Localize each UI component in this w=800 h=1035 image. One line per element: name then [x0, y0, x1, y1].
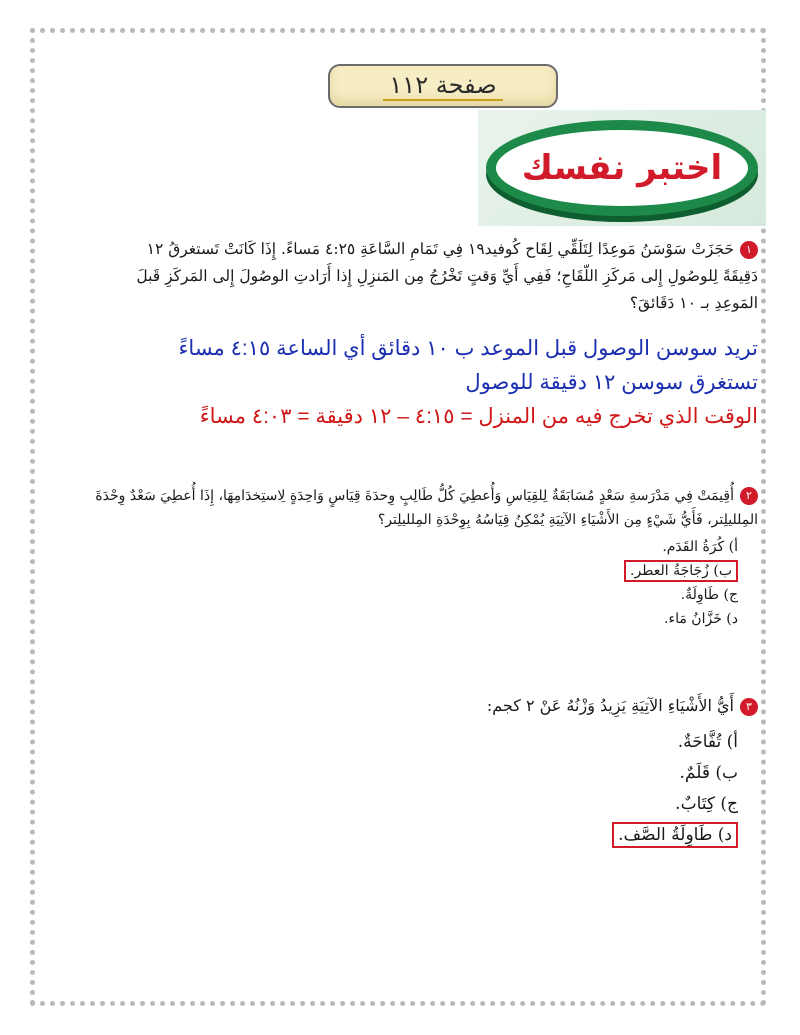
question-1 [118, 236, 758, 317]
question-1-text: حَجَزَتْ سَوْسَنُ مَوعِدًا لِتَلَقِّي لِقَاح كُوفيد١٩ فِي تَمَامِ السَّاعَةِ ٤:٢٥ مَساءً. إِذَا كَانَتْ تَستغرقُ ١٢ دَقِيقَةً لِلوصُولِ إِلى مَركَزِ اللّقَاحِ؛ فَفِي أَيِّ وَقتٍ تَخْرُجُ مِن المَنزِلِ إِذا أَرَادتِ الوصُولَ إِلى المَركَزِ قَبلَ المَوعِدِ بـ ١٠ دَقَائقَ؟ [136, 240, 758, 312]
option-a: أ) كُرَةُ القَدَم. [662, 539, 738, 555]
answer-line-2: تستغرق سوسن ١٢ دقيقة للوصول [465, 371, 758, 394]
question-2-text: أُقِيمَتْ فِي مَدْرَسةِ سَعْدٍ مُسَابَقَةٌ لِلقِيَاسِ وَأُعطِيَ كُلُّ طَالِبٍ وِحدَةَ قِيَاسٍ وَاحِدَةٍ لِاستِخدَامِهَا، إِذَا أُعطِيَ سَعْدٌ وِحْدَةَ المِلليلِتر، فَأَيُّ شَيْءٍ مِن الأَشْيَاءِ الآتِيَةِ يُمْكِنُ قِيَاسُهُ بِوِحْدَةِ المِلليلِتر؟ [95, 488, 758, 528]
question-number-badge: ١ [740, 241, 758, 259]
question-3 [118, 692, 758, 720]
correct-answer-box: ب) زُجَاجَةُ العطر. [624, 560, 738, 582]
answer-line-3: الوقت الذي تخرج فيه من المنزل = ٤:١٥ – ١٢ دقيقة = ٤:٠٣ مساءً [199, 405, 758, 428]
option-c: ج) طَاوِلَةٌ. [680, 587, 738, 603]
answer-line-1: تريد سوسن الوصول قبل الموعد ب ١٠ دقائق أي الساعة ٤:١٥ مساءً [178, 337, 758, 360]
question-2-options [624, 535, 738, 631]
option-b-correct [624, 559, 738, 583]
question-3-options [612, 727, 738, 851]
correct-answer-box: د) طَاوِلَةُ الصَّف. [612, 822, 738, 848]
option-d-correct [612, 820, 738, 851]
banner-title: اختبر نفسك [521, 148, 723, 188]
question-number-badge: ٣ [740, 698, 758, 716]
page-number-label [328, 64, 558, 108]
question-number-badge: ٢ [740, 487, 758, 505]
option-c: ج) كِتَابٌ. [675, 794, 738, 814]
banner-oval [486, 120, 758, 216]
question-3-text: أَيُّ الأَشْيَاءِ الآتِيَةِ يَزِيدُ وَزْنُهُ عَنْ ٢ كجم: [486, 696, 734, 715]
option-d: د) خَزَّانُ مَاء. [664, 611, 738, 627]
option-a: أ) تُفَّاحَةٌ. [677, 732, 738, 752]
question-2 [68, 484, 758, 532]
option-b: ب) قَلَمٌ. [679, 763, 738, 783]
page-number-text: صفحة ١١٢ [383, 71, 502, 101]
test-yourself-banner [478, 110, 766, 226]
